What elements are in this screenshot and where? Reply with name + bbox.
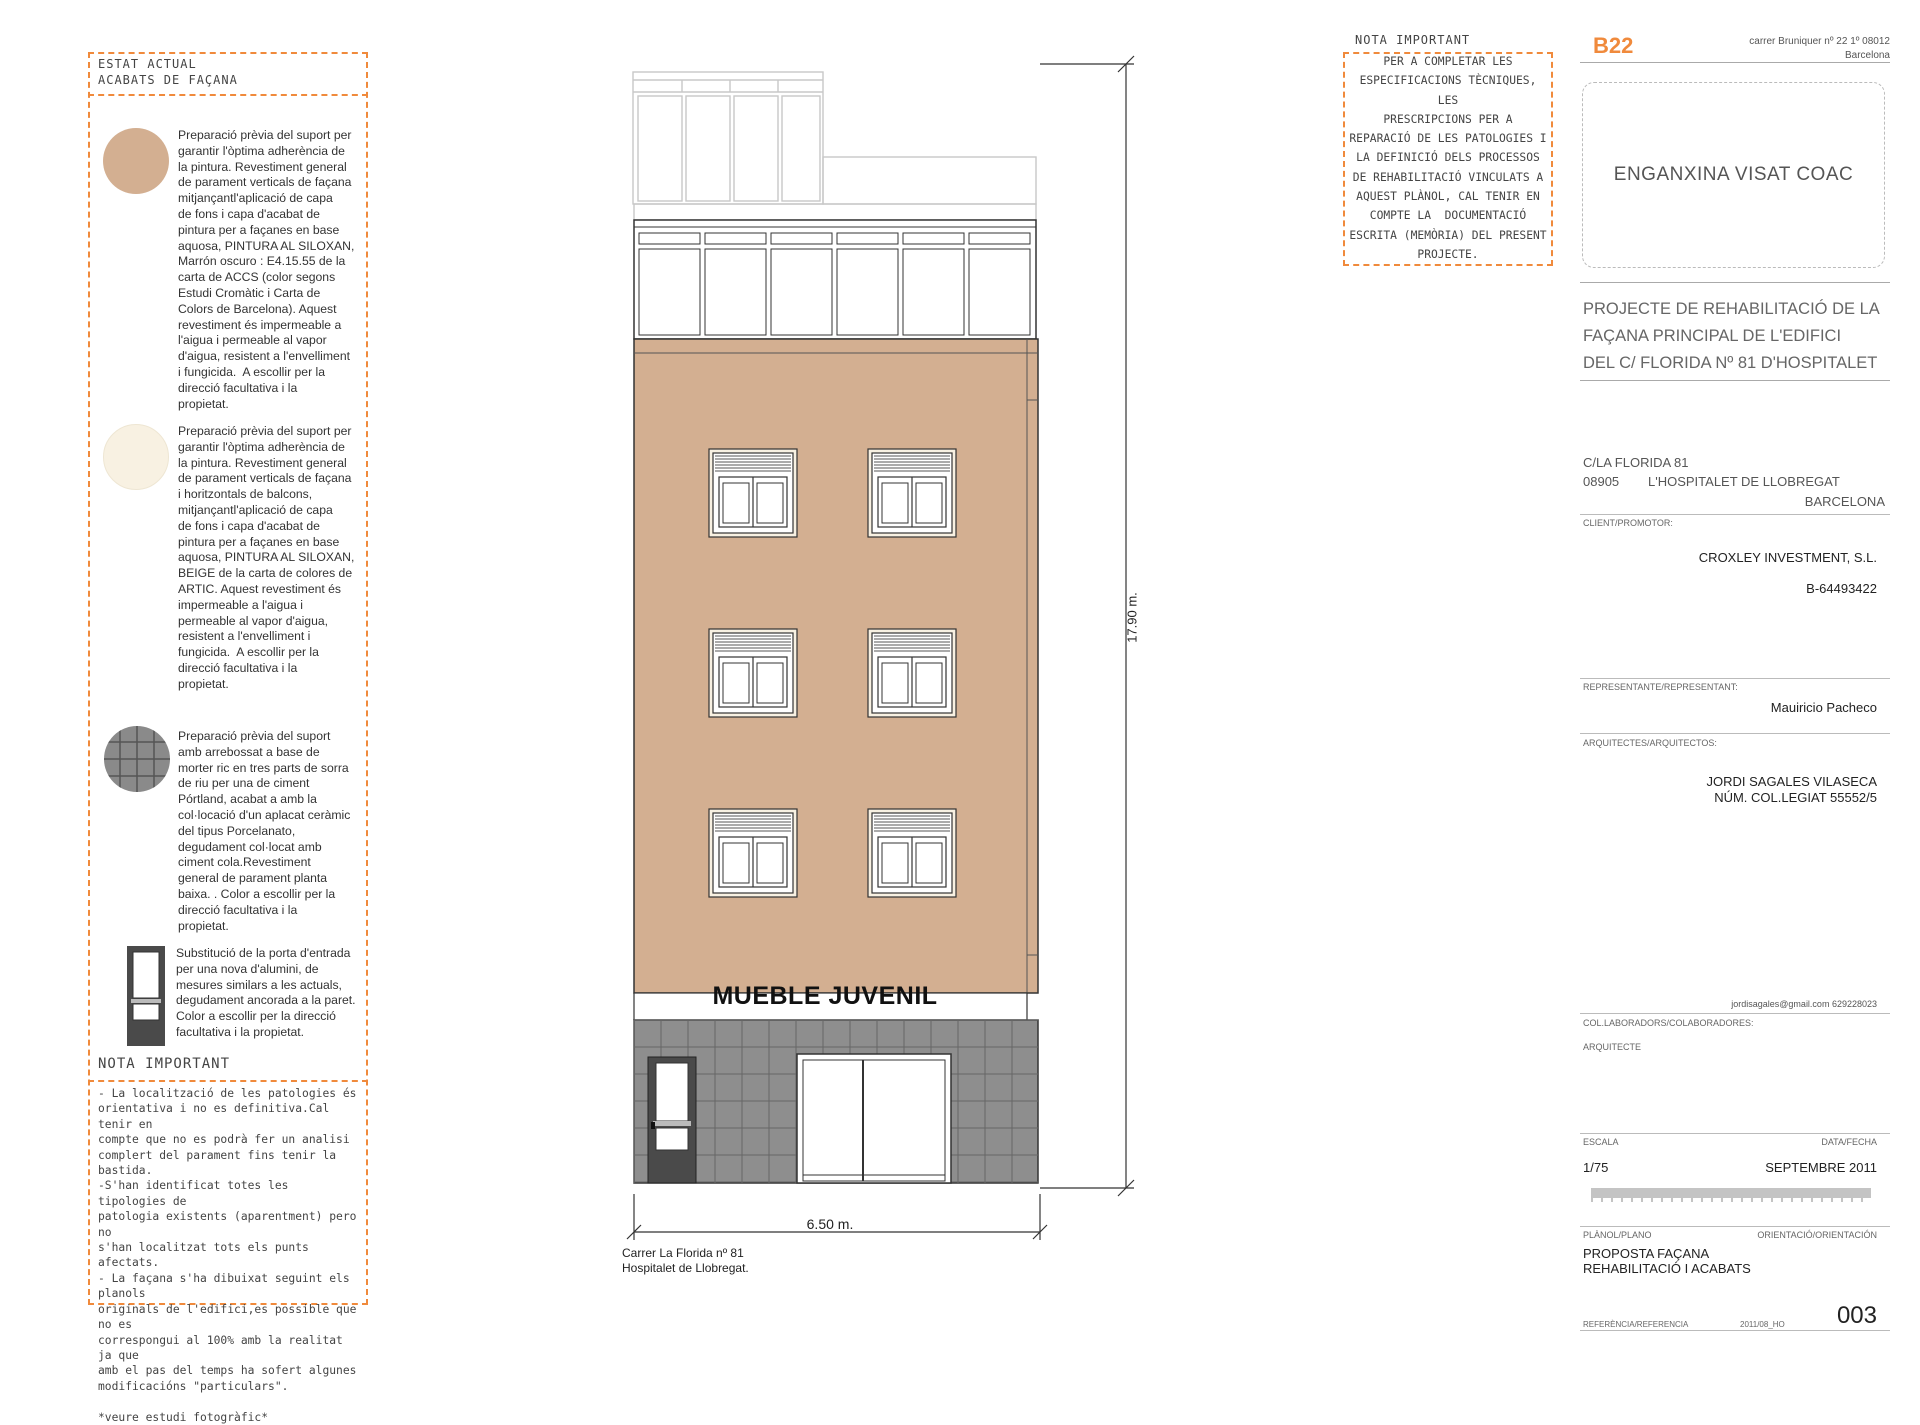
visat-sticker-label: ENGANXINA VISAT COAC xyxy=(1613,164,1854,185)
client-name: CROXLEY INVESTMENT, S.L. xyxy=(1698,550,1877,565)
text-line: LA DEFINICIÓ DELS PROCESSOS xyxy=(1356,151,1540,165)
text-line: propietat. xyxy=(178,676,229,691)
text-line: garantir l'òptima adherència de xyxy=(178,439,345,454)
text-line: de fons i capa d'acabat de xyxy=(178,206,320,221)
text-line: mitjançantl'aplicació de capa xyxy=(178,502,333,517)
text-line: - La localització de les patologies és xyxy=(98,1087,357,1100)
text-line: Colors de Barcelona). Aquest xyxy=(178,301,337,316)
architects-label: ARQUITECTES/ARQUITECTOS: xyxy=(1583,738,1717,748)
site-city: L'HOSPITALET DE LLOBREGAT xyxy=(1648,474,1840,489)
attic-window-band xyxy=(634,220,1036,339)
text-line: de parament verticals de façana xyxy=(178,471,352,486)
text-line: direcció facultativa i la xyxy=(178,902,298,917)
client-id: B-64493422 xyxy=(1806,581,1877,596)
text-line: garantir l'òptima adherència de xyxy=(178,143,345,158)
text-line: Pórtland, acabat a amb la xyxy=(178,792,317,807)
text-line: Preparació prèvia del suport per xyxy=(178,424,352,438)
facade-window xyxy=(709,629,797,717)
text-line: originals de l'edifici,es possible que no es xyxy=(98,1302,364,1332)
text-line: degudament col·locat amb xyxy=(178,839,322,854)
divider xyxy=(1580,1330,1890,1331)
date-value: SEPTEMBRE 2011 xyxy=(1765,1160,1877,1175)
architect-name: JORDI SAGALES VILASECA xyxy=(1706,774,1877,789)
text-line: REPARACIÓ DE LES PATOLOGIES I xyxy=(1349,132,1547,146)
text-line: pintura per a façanes en base xyxy=(178,222,340,237)
text-line: de riu per una de ciment xyxy=(178,776,310,791)
text-line: revestiment és impermeable a xyxy=(178,317,342,332)
text-line: i fungicida. A escollir per la xyxy=(178,364,326,379)
client-label: CLIENT/PROMOTOR: xyxy=(1583,518,1673,528)
text-line: propietat. xyxy=(178,918,229,933)
city-address: Hospitalet de Llobregat. xyxy=(622,1261,749,1275)
collaborator-role: ARQUITECTE xyxy=(1583,1042,1642,1052)
text-line: PROJECTE. xyxy=(1417,247,1479,261)
nota-top-text xyxy=(1346,52,1550,264)
divider xyxy=(1580,380,1890,381)
text-line: general de parament planta xyxy=(178,871,328,886)
text-line: Substitució de la porta d'entrada xyxy=(176,946,351,960)
legend-header-line2: ACABATS DE FAÇANA xyxy=(98,73,238,87)
text-line: correspongui al 100% amb la realitat ja que xyxy=(98,1333,350,1362)
divider xyxy=(1580,1226,1890,1227)
representative-label: REPRESENTANTE/REPRESENTANT: xyxy=(1583,682,1738,692)
scale-label: ESCALA xyxy=(1583,1137,1619,1147)
project-title-line2: FAÇANA PRINCIPAL DE L'EDIFICI xyxy=(1583,327,1842,345)
plan-label: PLÀNOL/PLANO xyxy=(1583,1230,1652,1240)
text-line: PRESCRIPCIONS PER A xyxy=(1383,112,1513,126)
text-line: la pintura. Revestiment general xyxy=(178,455,347,470)
text-line: ciment cola.Revestiment xyxy=(178,855,311,870)
text-line: patologia existents (aparentment) pero no xyxy=(98,1210,364,1239)
text-line: propietat. xyxy=(178,396,229,411)
painted-facade xyxy=(634,339,1038,993)
studio-address-line2: Barcelona xyxy=(1844,50,1890,61)
text-line: PER A COMPLETAR LES xyxy=(1383,55,1513,68)
text-line: mesures similars a les actuals, xyxy=(176,977,342,992)
text-line: complert del parament fins tenir la bastida. xyxy=(98,1148,343,1178)
text-line: impermeable a l'aigua i xyxy=(178,597,303,612)
divider xyxy=(1580,1133,1890,1134)
project-title-line3: DEL C/ FLORIDA Nº 81 D'HOSPITALET xyxy=(1583,354,1878,372)
text-line: AQUEST PLÀNOL, CAL TENIR EN xyxy=(1356,190,1540,204)
text-line xyxy=(98,1394,360,1409)
text-line: - La façana s'ha dibuixat seguint els planols xyxy=(98,1271,357,1301)
nota-top-title: NOTA IMPORTANT xyxy=(1355,33,1471,47)
text-line: la pintura. Revestiment general xyxy=(178,159,347,174)
text-line: Estudi Cromàtic i Carta de xyxy=(178,285,321,300)
text-line: DE REHABILITACIÓ VINCULATS A xyxy=(1352,170,1544,184)
text-line: del tipus Porcelanato, xyxy=(178,823,296,838)
divider xyxy=(1580,733,1890,734)
text-line: *veure estudi fotogràfic* xyxy=(98,1410,269,1424)
text-line: s'han localitzat tots els punts afectats. xyxy=(98,1241,316,1270)
site-zip: 08905 xyxy=(1583,474,1620,489)
text-line: col·locació d'un aplacat ceràmic xyxy=(178,807,351,822)
text-line: aquosa, PINTURA AL SILOXAN, xyxy=(178,550,355,565)
nota-left-title: NOTA IMPORTANT xyxy=(88,1050,368,1082)
divider xyxy=(1580,678,1890,679)
facade-window xyxy=(868,809,956,897)
text-line: BEIGE de la carta de colores de xyxy=(178,566,353,581)
text-line: compte que no es podrà fer un analisi xyxy=(98,1133,350,1147)
text-line: resistent a l'envelliment i xyxy=(178,629,311,644)
text-line: Preparació prèvia del suport xyxy=(178,729,331,743)
reference-label: REFERÈNCIA/REFERENCIA xyxy=(1583,1320,1689,1329)
text-line: per una nova d'alumini, de xyxy=(176,961,319,976)
facade-window xyxy=(709,449,797,537)
facade-window xyxy=(868,449,956,537)
width-dimension-label: 6.50 m. xyxy=(806,1216,854,1232)
text-line: de fons i capa d'acabat de xyxy=(178,518,320,533)
text-line: de parament verticals de façana xyxy=(178,175,352,190)
reference-code: 2011/08_HO xyxy=(1740,1320,1785,1329)
barcode-graphic xyxy=(1590,1188,1880,1202)
text-line: i horitzontals de balcons, xyxy=(178,487,313,502)
entrance-door xyxy=(648,1057,696,1183)
studio-logo-code: B22 xyxy=(1593,33,1634,58)
street-address: Carrer La Florida nº 81 xyxy=(622,1246,744,1260)
text-line: amb arrebossat a base de xyxy=(178,744,320,759)
text-line: degudament ancorada a la paret. xyxy=(176,993,356,1008)
text-line: modificacións "particulars". xyxy=(98,1379,289,1393)
project-title-line1: PROJECTE DE REHABILITACIÓ DE LA xyxy=(1583,300,1880,318)
collaborators-label: COL.LABORADORS/COLABORADORES: xyxy=(1583,1018,1754,1028)
shop-sign-text: MUEBLE JUVENIL xyxy=(712,982,938,1010)
facade-window xyxy=(709,809,797,897)
text-line: ESPECIFICACIONS TÈCNIQUES, LES xyxy=(1359,74,1544,107)
plan-title-line1: PROPOSTA FAÇANA xyxy=(1583,1246,1710,1261)
divider xyxy=(1580,1013,1890,1014)
contact-info: jordisagales@gmail.com 629228023 xyxy=(1731,999,1877,1009)
text-line: amb el pas del temps ha sofert algunes xyxy=(98,1364,357,1378)
height-dimension-line xyxy=(1040,56,1134,1196)
text-line: direcció facultativa i la xyxy=(178,660,298,675)
shop-window xyxy=(797,1054,951,1183)
representative-name: Mauiricio Pacheco xyxy=(1770,700,1877,715)
studio-address-line1: carrer Bruniquer nº 22 1º 08012 xyxy=(1749,36,1890,47)
text-line: direcció facultativa i la xyxy=(178,380,298,395)
text-line: carta de ACCS (color segons xyxy=(178,270,336,285)
plan-title-line2: REHABILITACIÓ I ACABATS xyxy=(1583,1261,1751,1276)
legend-header-line1: ESTAT ACTUAL xyxy=(98,57,197,71)
scale-value: 1/75 xyxy=(1583,1160,1609,1175)
site-street: C/LA FLORIDA 81 xyxy=(1583,455,1689,470)
text-line: Color a escollir per la direcció xyxy=(176,1009,336,1024)
divider xyxy=(1580,514,1890,515)
text-line: permeable al vapor d'aigua, xyxy=(178,613,329,628)
text-line: pintura per a façanes en base xyxy=(178,534,340,549)
text-line: mitjançantl'aplicació de capa xyxy=(178,191,333,206)
site-region: BARCELONA xyxy=(1804,494,1885,509)
architect-registration: NÚM. COL.LEGIAT 55552/5 xyxy=(1714,790,1877,805)
text-line: d'aigua, resistent a l'envelliment xyxy=(178,349,350,364)
divider xyxy=(1580,62,1890,63)
text-line: morter ric en tres parts de sorra xyxy=(178,760,349,775)
text-line: fungicida. A escollir per la xyxy=(178,645,319,660)
text-line: aquosa, PINTURA AL SILOXAN, xyxy=(178,238,355,253)
text-line: baixa. . Color a escollir per la xyxy=(178,886,336,901)
text-line: orientativa i no es definitiva.Cal tenir en xyxy=(98,1102,337,1131)
penthouse-outline xyxy=(633,72,1036,220)
sheet-number: 003 xyxy=(1836,1302,1877,1329)
text-line: COMPTE LA DOCUMENTACIÓ xyxy=(1369,209,1527,223)
divider xyxy=(1580,282,1890,283)
height-dimension-label: 17.90 m. xyxy=(1124,592,1140,643)
text-line: Preparació prèvia del suport per xyxy=(178,128,352,142)
text-line: Marrón oscuro : E4.15.55 de la xyxy=(178,254,346,269)
text-line: -S'han identificat totes les tipologies de xyxy=(98,1179,296,1208)
date-label: DATA/FECHA xyxy=(1821,1137,1877,1147)
text-line: ESCRITA (MEMÒRIA) DEL PRESENT xyxy=(1349,228,1547,242)
text-line: facultativa i la propietat. xyxy=(176,1024,305,1039)
facade-window xyxy=(868,629,956,717)
text-line: l'aigua i permeable al vapor xyxy=(178,333,327,348)
text-line: ARTIC. Aquest revestiment és xyxy=(178,581,342,596)
orientation-label: ORIENTACIÓ/ORIENTACIÓN xyxy=(1757,1230,1877,1240)
